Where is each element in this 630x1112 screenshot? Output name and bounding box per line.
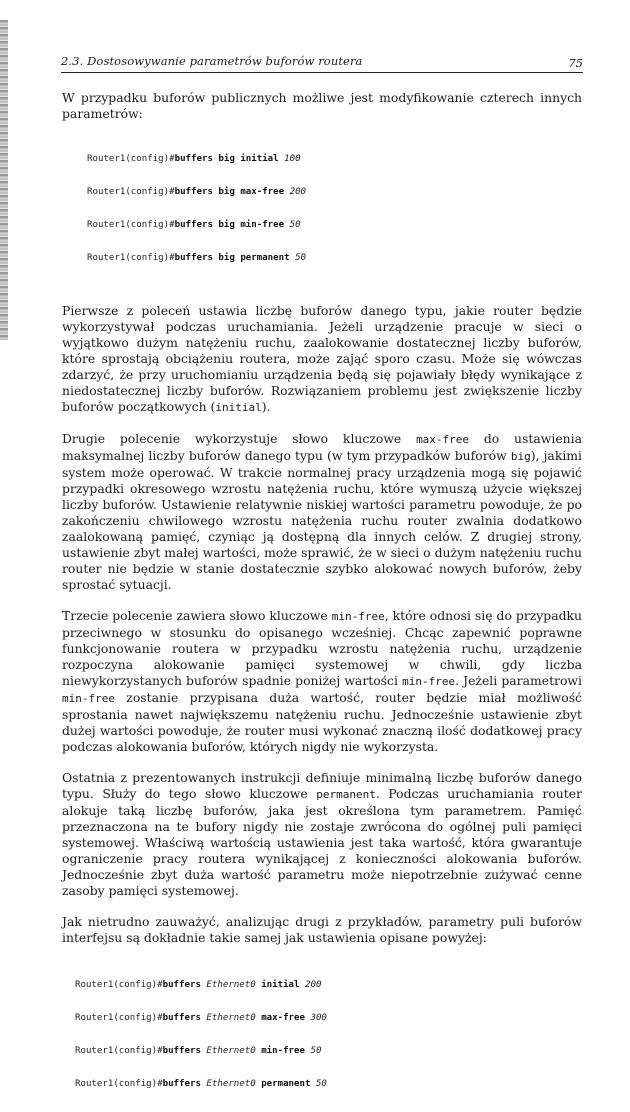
keyword-min-free: min-free <box>331 610 385 623</box>
code-block-interface-buffers <box>75 958 582 1112</box>
code-line: Router1(config)#buffers big permanent 50 <box>87 253 307 263</box>
page-number: 75 <box>568 56 583 70</box>
code-line: Router1(config)#buffers Ethernet0 min-free 50 <box>75 1046 322 1056</box>
code-block-public-buffers <box>87 132 582 286</box>
code-line: Router1(config)#buffers big min-free 50 <box>87 220 301 230</box>
keyword-max-free: max-free <box>416 433 470 446</box>
keyword-initial: initial <box>215 401 262 414</box>
paragraph-min-free: Trzecie polecenie zawiera słowo kluczowe min-free, które odnosi się do przypadku przeciwnego w stosunku do opisanego wcześniej. Chcąc zapewnić poprawne funkcjonowanie routera w przypadku wzrostu natężenia ruchu, urządzenie rozpoczyna alokowanie pamięci systemowej w chwili, gdy liczba niewykorzystanych buforów spadnie poniżej wartości min-free. Jeżeli parametrowi min-free zostanie przypisana duża wartość, router będzie miał możliwość sprostania nawet największemu natężeniu ruchu. Jednocześnie ustawienie zbyt dużej wartości powoduje, że router musi wykonać znaczną ilość dodatkowej pracy podczas alokowania buforów, których nigdy nie wykorzysta. <box>62 608 583 754</box>
keyword-min-free: min-free <box>402 675 456 688</box>
keyword-min-free: min-free <box>62 692 115 705</box>
running-header <box>61 46 583 73</box>
keyword-big: big <box>510 450 531 463</box>
paragraph-interface-buffers: Jak nietrudno zauważyć, analizując drugi z przykładów, parametry puli buforów interfejsu są dokładnie takie samej jak ustawienia opisane powyżej: <box>62 914 582 945</box>
code-line: Router1(config)#buffers big initial 100 <box>87 154 301 164</box>
keyword-permanent: permanent <box>316 788 376 801</box>
page-body <box>62 90 582 1112</box>
code-line: Router1(config)#buffers Ethernet0 permanent 50 <box>75 1079 327 1089</box>
intro-paragraph: W przypadku buforów publicznych możliwe jest modyfikowanie czterech innych parametrów: <box>62 90 582 121</box>
paragraph-max-free: Drugie polecenie wykorzystuje słowo kluczowe max-free do ustawienia maksymalnej liczby buforów danego typu (w tym przypadków buforów big), jakimi system może operować. W trakcie normalnej pracy urządzenia mogą się pojawić przypadki okresowego wzrostu natężenia ruchu, które wymuszą użycie większej liczby buforów. Ustawienie relatywnie niskiej wartości parametru powoduje, że po zakończeniu chwilowego wzrostu natężenia ruchu router zwalnia dodatkowo zaalokowaną pamięć, czyniąc ją dostępną dla innych celów. Z drugiej strony, ustawienie zbyt małej wartości, może sprawić, że w sieci o dużym natężeniu ruchu router nie będzie w stanie dostatecznie szybko alokować nowych buforów, żeby sprostać sytuacji. <box>62 431 583 592</box>
paragraph-initial: Pierwsze z poleceń ustawia liczbę buforów danego typu, jakie router będzie wykorzystywał podczas uruchamiania. Jeżeli urządzenie pracuje w sieci o wyjątkowo dużym natężeniu ruchu, zaalokowanie dostatecznej liczby buforów, które sprostają obciążeniu routera, może zająć sporo czasu. Może się wówczas zdarzyć, że przy uruchomianiu urządzenia będą się pojawiały błędy wynikające z niedostatecznej liczby buforów. Rozwiązaniem problemu jest zwiększenie liczby buforów początkowych (initial). <box>62 303 582 414</box>
binding-edge <box>0 20 8 340</box>
code-line: Router1(config)#buffers Ethernet0 initial 200 <box>75 980 322 990</box>
paragraph-permanent: Ostatnia z prezentowanych instrukcji definiuje minimalną liczbę buforów danego typu. Służy do tego słowo kluczowe permanent. Podczas uruchamiania router alokuje taką liczbę buforów, jaka jest określona tym parametrem. Pamięć przeznaczona na te bufory nigdy nie zostaje zwrócona do ogólnej puli pamięci systemowej. Właściwą wartością ustawienia jest taka wartość, która gwarantuje ograniczenie pracy routera wynikającej z konieczności alokowania buforów. Jednocześnie zbyt duża wartość parametru może niepotrzebnie zużywać cenne zasoby pamięci systemowej. <box>62 770 582 898</box>
code-line: Router1(config)#buffers Ethernet0 max-free 300 <box>75 1013 327 1023</box>
section-title: 2.3. Dostosowywanie parametrów buforów routera <box>61 54 363 68</box>
code-line: Router1(config)#buffers big max-free 200 <box>87 187 307 197</box>
